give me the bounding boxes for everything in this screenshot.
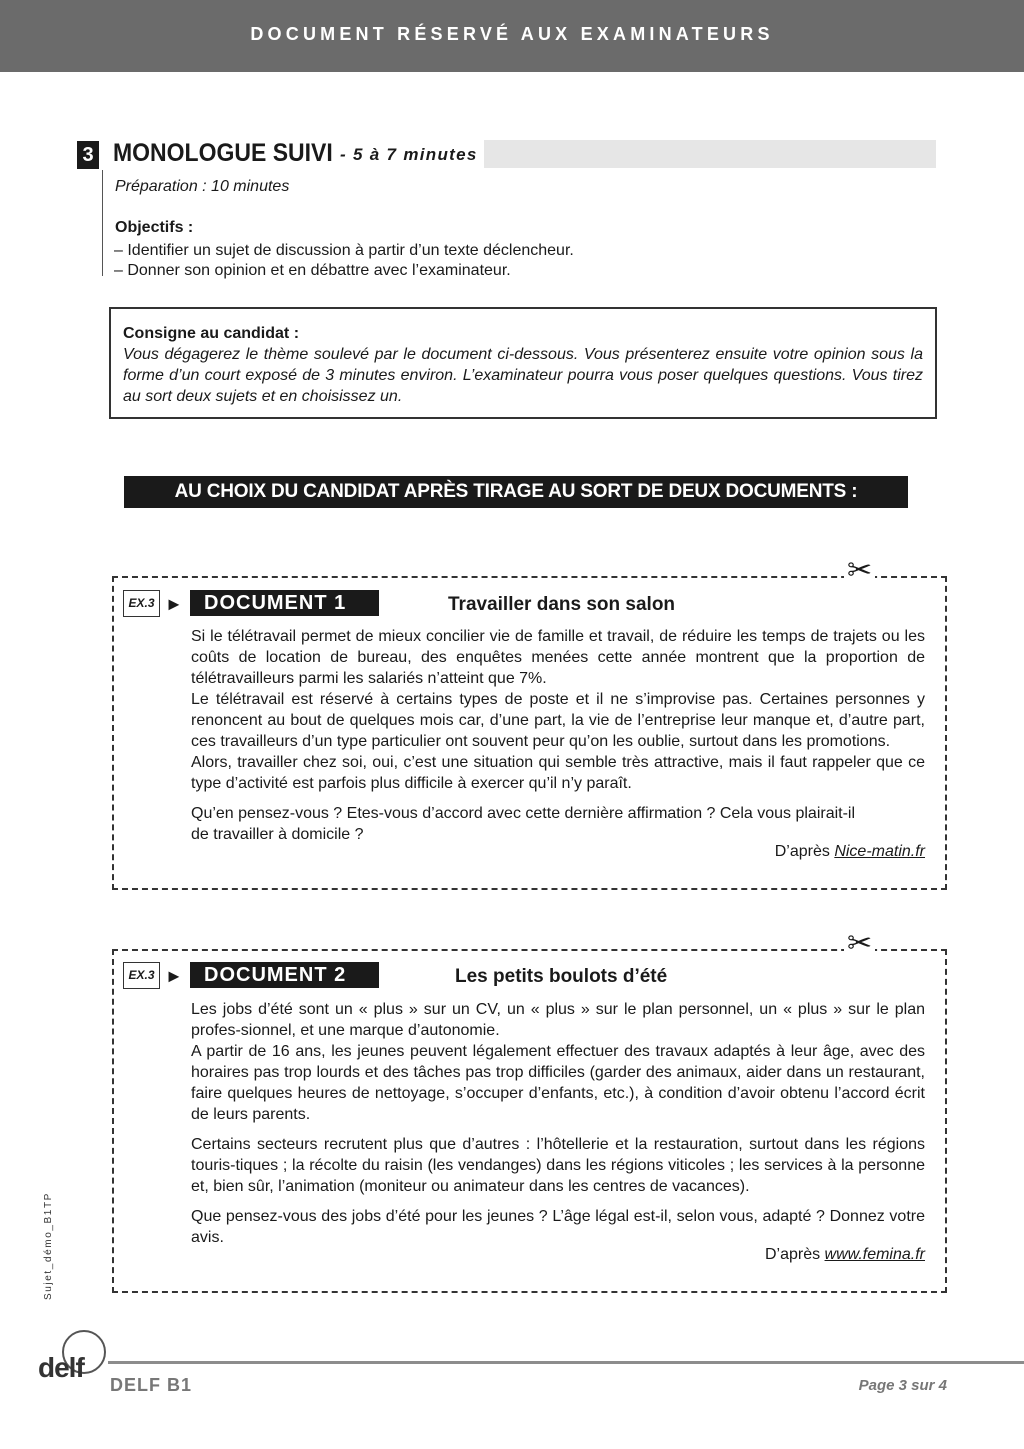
document-badge: DOCUMENT 1 xyxy=(190,590,379,616)
title-gray-bar xyxy=(484,140,936,168)
objectives-list xyxy=(114,241,574,281)
document-code: Sujet_démo_B1TP xyxy=(43,1192,54,1300)
document-source xyxy=(625,843,925,861)
document-paragraph: A partir de 16 ans, les jeunes peuvent légalement effectuer des travaux adaptés à leur âge, avec des horaires pas trop lourds et des tâches pas trop difficiles (garder des animaux, aider dans un restaurant, faire quelques heures de nettoyage, s’occuper d’enfants, etc.), à condition d’avoir obtenu l’accord écrit de leurs parents. xyxy=(191,1043,925,1123)
choice-banner: AU CHOIX DU CANDIDAT APRÈS TIRAGE AU SORT DE DEUX DOCUMENTS : xyxy=(124,476,908,508)
top-banner: DOCUMENT RÉSERVÉ AUX EXAMINATEURS xyxy=(0,0,1024,72)
document-title: Travailler dans son salon xyxy=(448,594,676,615)
consigne-label: Consigne au candidat : xyxy=(123,325,300,342)
document-badge: DOCUMENT 2 xyxy=(190,962,379,988)
exercise-tag: EX.3 xyxy=(123,962,160,989)
objective-item: – Identifier un sujet de discussion à partir d’un texte déclencheur. xyxy=(114,242,574,259)
document-body xyxy=(191,999,925,1248)
document-body xyxy=(191,626,925,845)
document-paragraph: Certains secteurs recrutent plus que d’autres : l’hôtellerie et la restauration, surtout dans les régions touris-tiques ; la récolte du raisin (les vendanges) dans les régions viticoles ; les services à la personne et, bien sûr, l’animation (moniteur ou animateur dans les centres de vacances). xyxy=(191,1136,925,1195)
section-vertical-rule xyxy=(102,170,103,276)
preparation-time: Préparation : 10 minutes xyxy=(115,178,290,195)
objective-item: – Donner son opinion et en débattre avec l’examinateur. xyxy=(114,262,511,279)
source-prefix: D’après xyxy=(774,843,835,860)
document-question: Qu’en pensez-vous ? Etes-vous d’accord avec cette dernière affirmation ? Cela vous plairait-il de travailler à domicile ? xyxy=(191,805,856,843)
section-title: MONOLOGUE SUIVI xyxy=(113,139,333,167)
document-paragraph: Le télétravail est réservé à certains types de poste et il ne s’improvise pas. Certaines personnes y renoncent au bout de quelques mois car, d’une part, la vie de l’entreprise leur manque et, d’autre part, ces travailleurs d’un type particulier ont souvent peur qu’on les oublie, surtout dans les promotions. xyxy=(191,691,925,750)
document-question: Que pensez-vous des jobs d’été pour les jeunes ? L’âge légal est-il, selon vous, adapté ? Donnez votre avis. xyxy=(191,1208,925,1246)
section-number: 3 xyxy=(77,141,99,169)
source-link[interactable]: Nice-matin.fr xyxy=(834,843,925,860)
consigne-text: Vous dégagerez le thème soulevé par le document ci-dessous. Vous présenterez ensuite votre opinion sous la forme d’un court exposé de 3 minutes environ. L’examinateur pourra vous poser quelques questions. Vous tirez au sort deux sujets et en choisissez un. xyxy=(123,346,923,405)
document-paragraph: Les jobs d’été sont un « plus » sur un CV, un « plus » sur le plan personnel, un « plus » sur le plan profes-sionnel, et une marque d’autonomie. xyxy=(191,1001,925,1039)
source-prefix: D’après xyxy=(764,1246,825,1263)
exam-level: DELF B1 xyxy=(110,1375,193,1395)
arrow-right-icon: ► xyxy=(165,966,183,986)
scissors-icon: ✂ xyxy=(844,556,875,586)
source-link[interactable]: www.femina.fr xyxy=(824,1246,925,1263)
delf-logo: delf xyxy=(38,1352,84,1383)
document-paragraph: Alors, travailler chez soi, oui, c’est une situation qui semble très attractive, mais il faut rappeler que ce type d’activité est parfois plus difficile à exercer qu’il n’y paraît. xyxy=(191,754,925,792)
arrow-right-icon: ► xyxy=(165,594,183,614)
page-number: Page 3 sur 4 xyxy=(858,1377,947,1394)
scissors-icon: ✂ xyxy=(844,929,875,959)
document-title: Les petits boulots d’été xyxy=(455,966,668,987)
document-source xyxy=(625,1246,925,1264)
document-paragraph: Si le télétravail permet de mieux concilier vie de famille et travail, de réduire les temps de trajets ou les coûts de location de bureau, des enquêtes menées cette année montrent que la proportion de télétravailleurs parmi les salariés n’atteint que 7%. xyxy=(191,628,925,687)
consigne-box xyxy=(109,307,937,419)
objectives-label: Objectifs : xyxy=(115,219,194,236)
section-duration: - 5 à 7 minutes xyxy=(340,145,478,164)
exercise-tag: EX.3 xyxy=(123,590,160,617)
footer-rule xyxy=(108,1361,1024,1364)
